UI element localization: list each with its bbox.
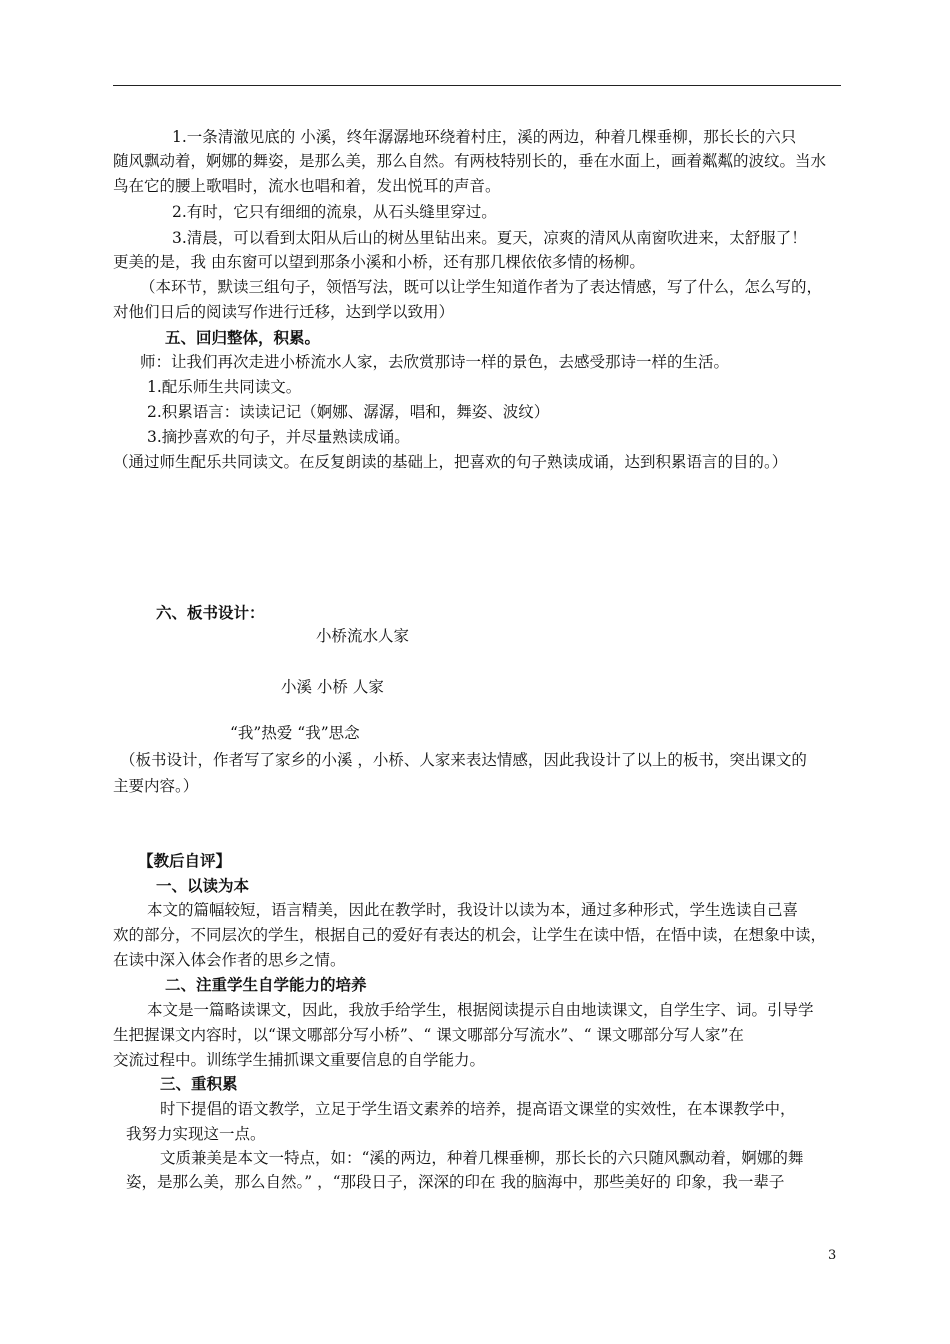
text-line: （通过师生配乐共同读文。在反复朗读的基础上，把喜欢的句子熟读成诵，达到积累语言的目的。）	[113, 453, 788, 471]
text-line: 对他们日后的阅读写作进行迁移，达到学以致用）	[113, 303, 455, 321]
text-line: 更美的是，我 由东窗可以望到那条小溪和小桥，还有那几棵依依多情的杨柳。	[113, 253, 645, 271]
text-line: 欢的部分，不同层次的学生，根据自己的爱好有表达的机会，让学生在读中悟，在悟中读，在想象中读，	[113, 926, 827, 944]
section-heading: 六、板书设计：	[156, 603, 265, 622]
section-heading: 【教后自评】	[138, 851, 232, 870]
text-line: （板书设计，作者写了家乡的小溪 ，小桥、人家来表达情感，因此我设计了以上的板书，突出课文的	[120, 751, 807, 769]
board-row: “我”热爱 “我”思念	[230, 724, 360, 742]
section-heading: 二、注重学生自学能力的培养	[165, 975, 367, 994]
section-heading: 一、以读为本	[156, 876, 250, 895]
header-rule	[113, 85, 841, 86]
text-line: 文质兼美是本文一特点，如：“溪的两边，种着几棵垂柳，那长长的六只随风飘动着，婀娜的舞	[160, 1149, 804, 1167]
section-heading: 三、重积累	[160, 1074, 238, 1093]
text-line: 2.有时，它只有细细的流泉，从石头缝里穿过。	[172, 203, 497, 221]
text-line: 姿，是那么美，那么自然。” ，“那段日子，深深的印在 我的脑海中，那些美好的 印象，我一辈子	[126, 1173, 785, 1191]
text-line: 本文的篇幅较短，语言精美，因此在教学时，我设计以读为本，通过多种形式，学生选读自己喜	[147, 901, 799, 919]
text-line: 1.配乐师生共同读文。	[147, 378, 302, 396]
text-line: 我努力实现这一点。	[126, 1125, 266, 1143]
text-line: 交流过程中。训练学生捕抓课文重要信息的自学能力。	[113, 1051, 486, 1069]
board-row: 小溪 小桥 人家	[281, 678, 384, 696]
text-line: 主要内容。）	[113, 777, 199, 795]
text-line: 师：让我们再次走进小桥流水人家，去欣赏那诗一样的景色，去感受那诗一样的生活。	[140, 353, 730, 371]
text-line: 2.积累语言：读读记记（婀娜、潺潺，唱和，舞姿、波纹）	[147, 403, 550, 421]
text-line: （本环节，默读三组句子，领悟写法，既可以让学生知道作者为了表达情感，写了什么，怎么写的，	[140, 278, 823, 296]
board-title: 小桥流水人家	[316, 627, 410, 645]
text-line: 在读中深入体会作者的思乡之情。	[113, 951, 346, 969]
text-line: 本文是一篇略读课文，因此，我放手给学生，根据阅读提示自由地读课文，自学生字、词。引导学	[147, 1001, 814, 1019]
text-line: 鸟在它的腰上歌唱时，流水也唱和着，发出悦耳的声音。	[113, 177, 501, 195]
text-line: 3.摘抄喜欢的句子，并尽量熟读成诵。	[147, 428, 410, 446]
text-line: 生把握课文内容时，以“课文哪部分写小桥”、“ 课文哪部分写流水”、“ 课文哪部分写人家”在	[113, 1026, 744, 1044]
text-line: 时下提倡的语文教学，立足于学生语文素养的培养，提高语文课堂的实效性，在本课教学中，	[160, 1100, 796, 1118]
page-number: 3	[828, 1248, 837, 1263]
section-heading: 五、回归整体，积累。	[165, 328, 321, 347]
text-line: 随风飘动着，婀娜的舞姿，是那么美，那么自然。有两枝特别长的，垂在水面上，画着粼粼的波纹。当水	[113, 152, 827, 170]
text-line: 3.清晨，可以看到太阳从后山的树丛里钻出来。夏天，凉爽的清风从南窗吹进来，太舒服了！	[172, 229, 807, 247]
text-line: 1.一条清澈见底的 小溪，终年潺潺地环绕着村庄，溪的两边，种着几棵垂柳，那长长的六只	[172, 128, 797, 146]
